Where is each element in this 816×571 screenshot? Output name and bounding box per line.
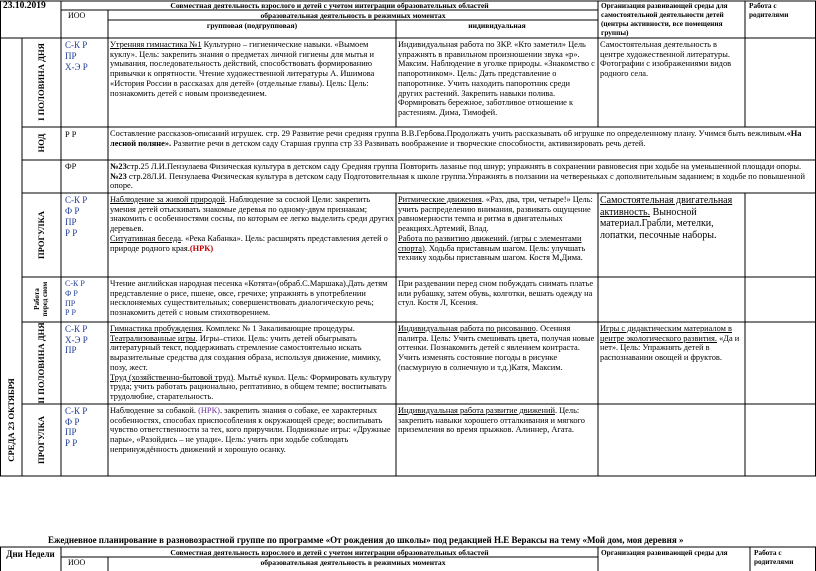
lesson-number: №23 (110, 162, 127, 171)
footer-ioo-header: ИОО (68, 558, 86, 567)
individual-header: индивидуальная (468, 21, 526, 30)
activity-text: Культурно – гигиенические навыки. «Вымоем куклу». Цель: закрепить знания о предметах личной гигиены для мытья и умывания, последовательность действий, способствовать формированию привычки к опрятности. Чтение художественной литературы А. Ишимова «История России в рассказах для детей» (отдельные главы). Цель: Цель: познакомить детей с новым произведением. (110, 40, 375, 98)
ioo-tag: С-К Р (65, 406, 88, 416)
ioo-tag: Ф Р (65, 288, 78, 298)
activity-text: . «Река Кабанка». Цель: расширять представления детей о природе родного края. (110, 233, 388, 253)
row6-group-activity (110, 324, 394, 403)
ioo-tag: Ф Р (65, 206, 80, 216)
row4-environment (600, 195, 743, 276)
ioo-tag: С-К Р (65, 279, 85, 288)
ioo-tag: ПР (65, 345, 77, 355)
activity-text: . Наблюдение за сосной Цели: закрепить умения детей отыскивать знакомые деревья по одному-двум признакам; знакомить с особенностями сосны, по которым ее легко выделить среди других деревьев. (110, 195, 394, 234)
footer-environment-header: Организация развивающей среды для (601, 548, 728, 557)
activity-text: Составление рассказов-описаний игрушек. стр. 29 Развитие речи средняя группа В.В.Гербова.Продолжать учить рассказывать об игрушке по определенному плану. Учимся быть вежливым. (110, 129, 787, 138)
activity-title: Театрализованные игры (110, 333, 196, 343)
row6-individual (398, 324, 596, 403)
row4-individual (398, 195, 596, 276)
activity-title: «На лесной поляне». (110, 129, 802, 148)
activity-text: . Игры–стихи. Цель: учить детей обыгрывать литературный текст, поддерживать стремление самостоятельно искать выразительные средства для создания образа, используя движение, мимику, позу, жест. (110, 333, 382, 372)
ioo-tag: ПР (65, 51, 77, 61)
ioo-tag: С-К Р (65, 324, 88, 334)
ioo-tag: Ф Р (65, 416, 80, 427)
ioo-tag: С-К Р (65, 195, 88, 205)
walk-label-2: ПРОГУЛКА (36, 415, 46, 465)
walk-label-1: ПРОГУЛКА (36, 210, 46, 260)
activity-title: Гимнастика пробуждения (110, 324, 202, 333)
activity-text: . Ходьба приставным шагом. Цель: улучшать технику ходьбы приставным шагом. Костя М,Дима. (398, 243, 586, 263)
activity-text: «Да и нет». Цель: Упражнять детей в распознавании овощей и фруктов. (600, 333, 740, 363)
footer-joint-header: Совместная деятельность взрослого и детей с учетом интеграции образовательных областей (170, 548, 489, 557)
page-footer-title: Ежедневное планирование в разновозрастной группе по программе «От рождения до школы» под редакцией Н.Е Вераксы на тему «Мой дом, моя деревня » (48, 535, 684, 545)
row1-ioo (65, 40, 107, 73)
activity-title: Наблюдение за живой природой (110, 195, 225, 204)
ioo-tag: Х-Э Р (65, 62, 88, 72)
nrk-badge: (НРК) (198, 406, 220, 415)
row4-group-activity (110, 195, 394, 276)
ioo-tag: Р Р (65, 228, 78, 238)
nod-label: НОД (36, 133, 46, 153)
activity-text: . Цель: закрепить навыки хорошего отталкивания и мягкого приземления во время прыжков. Алиннер, Агата. (398, 406, 585, 435)
row6-ioo (65, 324, 107, 356)
activity-text: Развитие речи в детском саду Старшая группа стр 33 Развивать воображение и творческие способности, активизировать речь детей. (171, 138, 646, 148)
ioo-tag: ПР (65, 427, 77, 437)
ioo-tag: ПР (65, 298, 76, 308)
activity-title: Индивидуальная работа развитие движений (398, 406, 555, 415)
environment-header: Организация развивающей среды для самостоятельной деятельности детей (центры активности, все помещения группы) (601, 1, 728, 37)
before-sleep-label: Работа перед сном (33, 281, 49, 317)
row7-ioo (65, 406, 107, 448)
date-cell: 23.10.2019 (3, 1, 46, 11)
day-label: СРЕДА 23 ОКТЯБРЯ (6, 378, 16, 462)
nrk-badge: (НРК) (189, 243, 214, 253)
joint-activity-header: Совместная деятельность взрослого и детей с учетом интеграции образовательных областей (170, 1, 489, 10)
ioo-header: ИОО (68, 11, 86, 20)
group-header: групповая (подгрупповая) (206, 21, 298, 30)
activity-text: . Комплекс № 1 Закаливающие процедуры. (201, 324, 355, 333)
ioo-tag: Р Р (65, 308, 76, 318)
activity-text: стр.28Л.И. Пензулаева Физическая культура в детском саду Подготовительная к школе группа.Упражнять в ползании на четвереньках с дополнительным заданием; в ходьбе по повышенной опоре. (110, 171, 805, 191)
ioo-tag: Р Р (65, 437, 78, 448)
activity-title: Наблюдение за собакой. (110, 406, 199, 415)
row6-environment (600, 324, 743, 403)
activity-title: Работа по развитию движений. (игры с элементами спорта) (398, 233, 582, 253)
footer-days-label: Дни Недели (6, 549, 55, 559)
activity-text: Выносной материал.Грабли, метелки, лопатки, песочные наборы. (600, 206, 717, 241)
row2-activity (110, 129, 813, 159)
activity-text: стр.25 Л.И.Пензулаева Физическая культура в детском саду Средняя группа Повторить лазанье под шнур; упражнять в сохранении равновесия при ходьбе на уменьшенной площади опоры. (126, 162, 802, 171)
row3-ioo: ФР (65, 162, 77, 171)
activity-text: . закрепить знания о собаке, ее характерных особенностях, способах приспособления к окружающей среде; воспитывать чувство ответственности за тех, кого приручили. Подвижные игры: «Дружные пары», «Разойдись – не упади». Цель: учить при ходьбе соблюдать непринуждённость движений и хорошую осанку. (110, 406, 391, 454)
ioo-tag: ПР (65, 217, 77, 227)
activity-title: Ситуативная беседа (110, 233, 181, 243)
row7-individual (398, 406, 596, 475)
activity-title: Самостоятельная двигательная активность. (600, 195, 733, 218)
second-half-label: II ПОЛОВИНА ДНЯ (36, 322, 46, 404)
row2-ioo: Р Р (65, 130, 77, 139)
first-half-label: I ПОЛОВИНА ДНЯ (36, 43, 46, 121)
lesson-number: №23 (110, 171, 127, 181)
row1-individual: Индивидуальная работа по ЗКР. «Кто заметил» Цель упражнять в правильном произношении звука «р». Максим. Наблюдение в уголке природы. «Знакомство с папоротником». Цель: Дать представление о папоротнике. Учить находить папоротник среди других растений. Закрепить навыки полива. Формировать бережное, заботливое отношение к растениям. Дима, Тимофей. (398, 40, 595, 117)
footer-regime-header: образовательная деятельность в режимных моментах (260, 558, 446, 567)
row5-group-activity: Чтение английская народная песенка «Котята»(обраб.С.Маршака).Дать детям представление о рисе, пшене, овсе, гречихе; упражнять в употреблении несклоняемых существительных; совершенствовать диалогическую речь; познакомить детей с новым стихотворением. (110, 279, 388, 318)
row1-environment: Самостоятельная деятельность в центре художественной литературы. Фотографии с изображениями видов родного села. (600, 40, 732, 79)
row3-activity (110, 162, 813, 192)
ioo-tag: Х-Э Р (65, 334, 88, 345)
row7-group-activity (110, 406, 394, 475)
activity-title: Утренняя гимнастика №1 (110, 40, 202, 49)
parents-header: Работа с родителями (749, 1, 789, 19)
activity-title: Индивидуальная работа по рисованию (398, 324, 536, 333)
row5-individual: При раздевании перед сном побуждать снимать платье или рубашку, затем обувь, колготки, вешать одежду на стул. Костя Л, Ксения. (398, 279, 594, 308)
row1-group-activity (110, 40, 394, 126)
activity-text: . Осенняя палитра. Цель: Учить смешивать цвета, получая новые оттенки. Познакомить детей с явлением контраста. Учить изменять состояние погоды в рисунке (пасмурную в солнечную и т.д.)Катя, Максим. (398, 324, 595, 372)
regime-activity-header: образовательная деятельность в режимных моментах (260, 11, 446, 20)
row5-ioo (65, 279, 107, 318)
footer-parents-header: Работа с родителями (754, 548, 794, 566)
activity-text: . Мытьё кукол. Цель: Формировать культуру труда; учить работать рационально, рептативно, в общем темпе; воспитывать трудолюбие, старательность. (110, 372, 392, 401)
activity-title: Ритмические движения (398, 195, 482, 204)
activity-title: Игры с дидактическим материалом в центре экологического развития. (600, 324, 732, 343)
activity-text: . «Раз, два, три, четыре!» Цель: учить распределению внимания, развивать ощущение равномерности темпа и ритма в двигательных реакциях.Артемий, Влад. (398, 195, 593, 234)
activity-title: Труд (хозяйственно-бытовой труд) (110, 372, 234, 382)
row4-ioo (65, 195, 107, 239)
ioo-tag: С-К Р (65, 40, 88, 50)
